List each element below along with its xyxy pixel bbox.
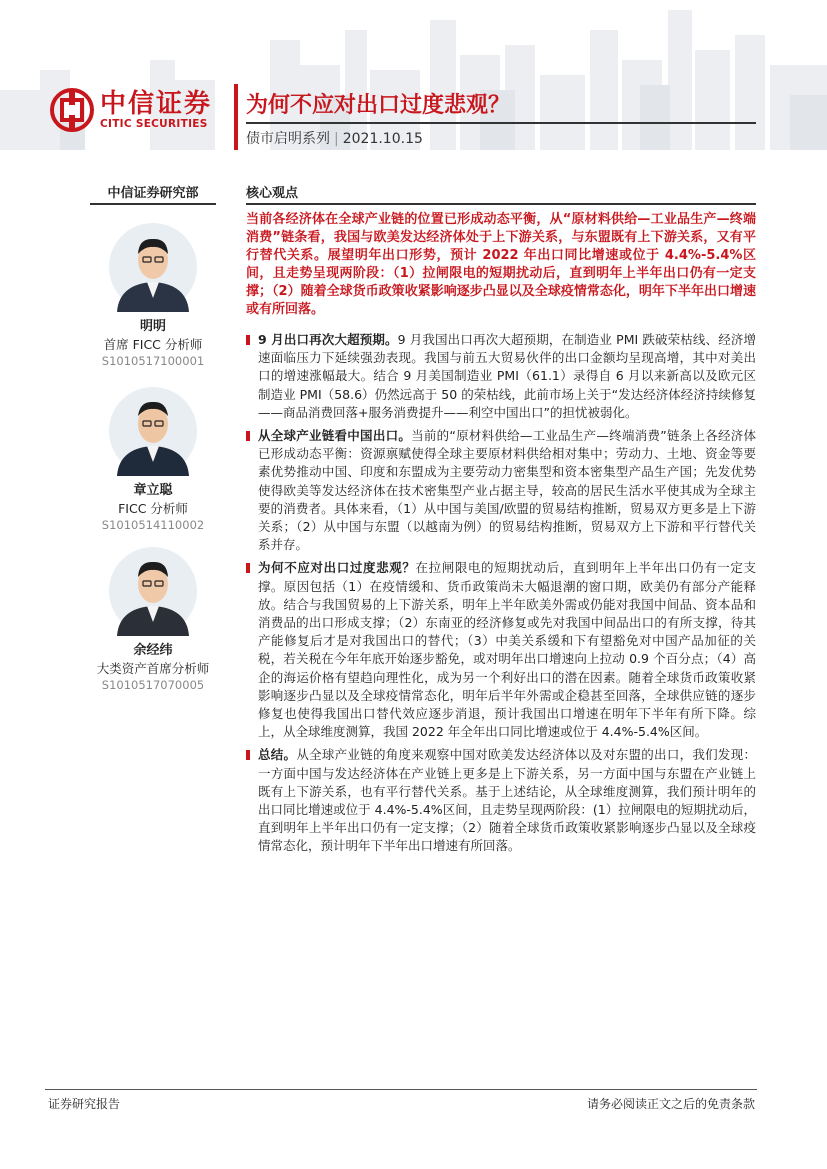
- key-summary: 当前各经济体在全球产业链的位置已形成动态平衡，从“原材料供给—工业品生产—终端消费”链条看，我国与欧美发达经济体处于上下游关系，与东盟既有上下游关系，又有平行替代关系。展望明年出口形势，预计 2022 年出口同比增速或位于 4.4%-5.4%区间，且走势呈现两阶段：（1）拉闸限电的短期扰动后，直到明年上半年出口仍有一定支撑；（2）随着全球货币政策收紧影响逐步凸显以及全球疫情常态化，明年下半年出口增速或有所回落。: [246, 212, 756, 317]
- title-divider: [246, 122, 756, 124]
- key-point-text: 9 月我国出口再次大超预期，在制造业 PMI 跌破荣枯线、经济增速面临压力下延续强劲表现。我国与前五大贸易伙伴的出口金额均呈现高增，其中对美出口的增速涨幅最大。结合 9 月美国制造业 PMI（61.1）录得自 6 月以来新高以及欧元区制造业 PMI（58.6）仍然远高于 50 的荣枯线，此前市场上关于“发达经济体经济持续修复——商品消费回落+服务消费提升——利空中国出口”的担忧被弱化。: [258, 332, 756, 420]
- analyst-card: [90, 222, 216, 370]
- main-divider: [246, 203, 756, 205]
- brand-name-en: CITIC SECURITIES: [100, 118, 208, 130]
- key-point: [246, 427, 756, 554]
- key-point-lead: 从全球产业链看中国出口。: [258, 428, 412, 444]
- key-point-lead: 为何不应对出口过度悲观？: [258, 560, 416, 576]
- analyst-card: [90, 546, 216, 694]
- subtitle-separator: |: [334, 131, 339, 147]
- analyst-license-id: S1010517070005: [101, 678, 205, 692]
- key-points: [246, 331, 756, 861]
- sidebar-heading: 中信证券研究部: [107, 186, 199, 201]
- analyst-name: 明明: [139, 319, 166, 334]
- key-point: [246, 559, 756, 741]
- footer-divider: [45, 1089, 757, 1090]
- analyst-license-id: S1010514110002: [101, 518, 205, 532]
- bullet-marker: [246, 750, 250, 760]
- key-point-lead: 9 月出口再次大超预期。: [258, 332, 398, 347]
- title-accent-bar: [234, 84, 238, 150]
- analyst-name: 余经纬: [133, 643, 173, 658]
- disclaimer-note: 请务必阅读正文之后的免责条款: [586, 1097, 755, 1111]
- report-series: 债市启明系列: [246, 131, 330, 147]
- brand-name-cn: 中信证券: [100, 89, 213, 119]
- analyst-title: 大类资产首席分析师: [96, 661, 210, 676]
- report-title: 为何不应对出口过度悲观？: [246, 93, 511, 118]
- analyst-photo: [109, 386, 197, 476]
- analyst-photo: [109, 222, 197, 312]
- analyst-license-id: S1010517100001: [101, 354, 205, 368]
- key-point: [246, 746, 756, 855]
- key-point-text: 当前的“原材料供给—工业品生产—终端消费”链条上各经济体已形成动态平衡：资源禀赋使得全球主要原材料供给相对集中；劳动力、土地、资金等要素优势推动中国、印度和东盟成为主要劳动力密集型和资本密集型产品生产国；先发优势使得欧美等发达经济体在技术密集型产业占据主导，较高的居民生活水平使其成为全球主要的消费者。具体来看，（1）从中国与美国/欧盟的贸易结构推断，贸易双方更多是上下游关系；（2）从中国与东盟（以越南为例）的贸易结构推断，贸易双方上下游和平行替代关系并存。: [258, 428, 756, 553]
- key-point-text: 从全球产业链的角度来观察中国对欧美发达经济体以及对东盟的出口，我们发现：一方面中国与发达经济体在产业链上更多是上下游关系，另一方面中国与东盟在产业链上既有上下游关系，也有平行替代关系。基于上述结论，从全球维度测算，我们预计明年的出口同比增速或位于 4.4%-5.4%区间，且走势呈现两阶段：(1）拉闸限电的短期扰动后，直到明年上半年出口仍有一定支撑；（2）随着全球货币政策收紧影响逐步凸显以及全球疫情常态化，预计明年下半年出口增速有所回落。: [258, 747, 756, 854]
- analyst-title: FICC 分析师: [118, 501, 188, 516]
- key-point-lead: 总结。: [258, 747, 297, 763]
- footer-label: 证券研究报告: [48, 1097, 121, 1111]
- report-subtitle: [246, 128, 423, 148]
- citic-emblem-icon: [50, 88, 94, 132]
- report-date: 2021.10.15: [342, 131, 423, 147]
- analyst-photo: [109, 546, 197, 636]
- analyst-name: 章立聪: [133, 483, 173, 498]
- analyst-card: [90, 386, 216, 534]
- bullet-marker: [246, 335, 250, 345]
- bullet-marker: [246, 563, 250, 573]
- sidebar-divider: [90, 203, 216, 205]
- analyst-title: 首席 FICC 分析师: [103, 337, 203, 352]
- brand-logo: [50, 88, 212, 132]
- bullet-marker: [246, 431, 250, 441]
- key-point-text: 在拉闸限电的短期扰动后，直到明年上半年出口仍有一定支撑。原因包括（1）在疫情缓和、货币政策尚未大幅退潮的窗口期，欧美仍有部分产能释放。结合与我国贸易的上下游关系，明年上半年欧美外需或仍能对我国中间品、资本品和消费品的出口形成支撑；（2）东南亚的经济修复或先对我国中间品出口的有所支撑，待其产能修复后才是对我国出口的替代；（3）中美关系缓和下有望豁免对中国产品加征的关税，若关税在今年年底开始逐步豁免，或对明年出口增速向上拉动 0.9 个百分点；（4）高企的海运价格有望趋向理性化，成为另一个利好出口的潜在因素。随着全球货币政策收紧影响逐步凸显以及全球疫情常态化，明年后半年外需或企稳甚至回落，全球供应链的逐步修复也使得我国出口替代效应逐步消退，预计我国出口增速在明年下半年有所下降。综上，从全球维度测算，我国 2022 年全年出口同比增速或位于 4.4%-5.4%区间。: [258, 560, 756, 740]
- key-point: [246, 331, 756, 422]
- main-heading: 核心观点: [246, 186, 299, 201]
